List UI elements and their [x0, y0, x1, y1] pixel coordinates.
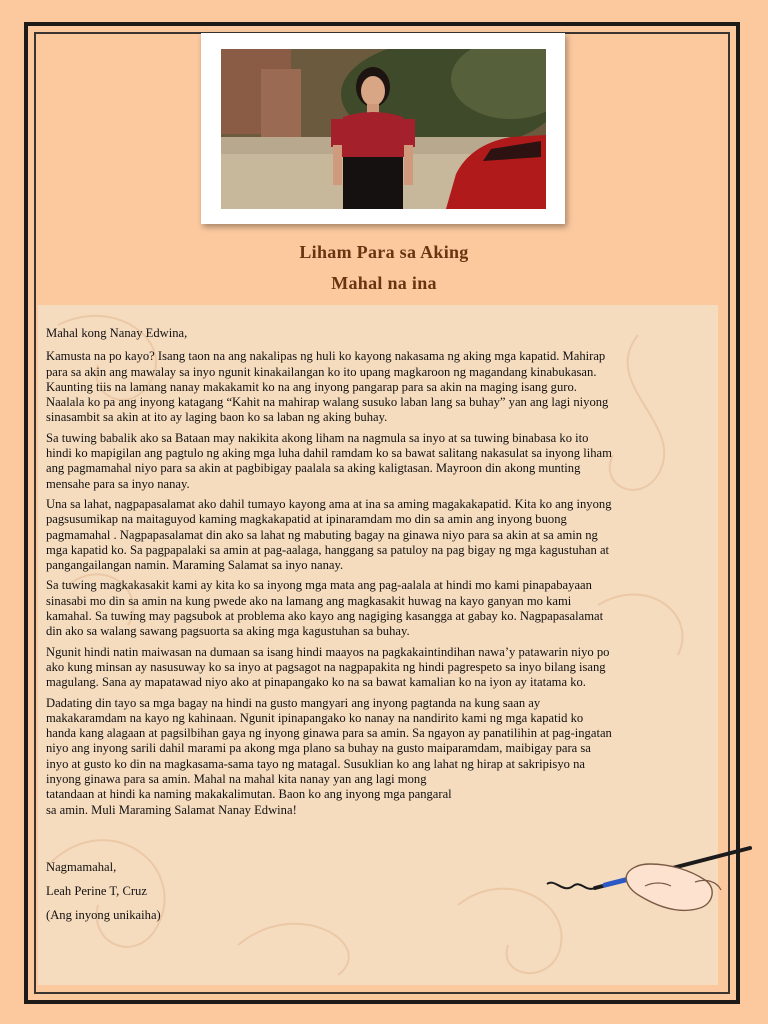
paragraph-line: sinasambit sa akin at ito ay laging baon ko sa laban ng aking buhay. [46, 410, 388, 425]
paragraph-line: mensahe para sa inyo nanay. [46, 476, 190, 491]
letter-paragraph-6 [46, 696, 726, 818]
paragraph-line: sa amin. Muli Maraming Salamat Nanay Edwina! [46, 802, 297, 817]
paragraph-line: sinasabi mo din sa amin na kung pwede ako na lamang ang magkasakit huwag na kayo ganyan mo kami [46, 593, 572, 608]
paragraph-line: pagsusumikap na maitaguyod kaming magkakapatid at ipinaramdam mo din sa amin ang inyong buong [46, 512, 567, 527]
paragraph-line: tatandaan at hindi ka naming makakalimutan. Baon ko ang inyong mga pangaral [46, 787, 452, 802]
paragraph-line: din ako sa walang sawang pagsuorta sa aking mga kagustuhan sa buhay. [46, 624, 410, 639]
letter-salutation: Mahal kong Nanay Edwina, [46, 326, 188, 340]
paragraph-line: Una sa lahat, nagpapasalamat ako dahil tumayo kayong ama at ina sa aming magakakapatid. Kita ko ang inyong [46, 496, 612, 511]
paragraph-line: ang pagmamahal niyo para sa akin at pagbibigay paalala sa aking kaligtasan. Mayroon din akong munting [46, 461, 581, 476]
paragraph-line: niyo ang inyong sarili dahil marami pa akong mga plano sa buhay na gusto maiparamdam, maibigay para sa [46, 741, 591, 756]
letter-title-line-2: Mahal na ina [331, 273, 437, 293]
paragraph-line: Kamusta na po kayo? Isang taon na ang nakalipas ng huli ko kayong nakasama ng aking mga kapatid. Mahirap [46, 349, 606, 364]
paragraph-line: kamahal. Sa tuwing may pagsubok at problema ako kayo ang nagiging kasangga at gabay ko. Nagpapasalamat [46, 609, 604, 624]
hand-holding-pen-icon [545, 842, 755, 927]
paragraph-line: Sa tuwing magkakasakit kami ay kita ko sa inyong mga mata ang pag-aalala at hindi mo kami pinapabayaan [46, 578, 592, 593]
paragraph-line: Sa tuwing babalik ako sa Bataan may nakikita akong liham na nagmula sa inyo at sa tuwing binabasa ko ito [46, 430, 589, 445]
paragraph-line: hindi ko mapigilan ang pagtulo ng aking mga luha dahil ramdam ko sa bawat salitang nakasulat sa inyong liham [46, 446, 612, 461]
paragraph-line: inyong ginawa para sa amin. Mahal na mahal kita nanay yan ang lagi mong [46, 772, 427, 787]
letter-body [46, 326, 726, 823]
letter-closing: Nagmamahal, [46, 860, 117, 874]
paragraph-line: Ngunit hindi natin maiwasan na dumaan sa isang hindi maayos na pagkakaintindihan nawa’y patawarin niyo po [46, 644, 610, 659]
paragraph-line: magulang. Sana ay mapatawad niyo ako at pinapangako ko na sa bawat kamalian ko na iyon ay itatama ko. [46, 675, 586, 690]
paragraph-line: ako kung minsan ay nasusuway ko sa inyo at pagsagot na nagpapakita ng hindi pagrespeto sa inyo bilang isang [46, 659, 606, 674]
paragraph-line: Naalala ko pa ang inyong katagang “Kahit na mahirap walang susuko laban lang sa buhay” yan ang lagi niyong [46, 395, 609, 410]
mother-photo [221, 49, 546, 209]
paragraph-line: Dadating din tayo sa mga bagay na hindi na gusto mangyari ang inyong pagtanda na kung saan ay [46, 695, 541, 710]
letter-paragraph-1 [46, 349, 726, 425]
letter-paragraph-4 [46, 578, 726, 639]
paragraph-line: handa kang alagaan at pagsilbihan gaya ng inyong ginawa para sa amin. Sa ngayon ay panatilihin at pag-ingatan [46, 726, 612, 741]
photo-illustration [221, 49, 546, 209]
paragraph-line: pangangailangan namin. Maraming Salamat sa inyo nanay. [46, 558, 344, 573]
letter-paragraph-5 [46, 645, 726, 691]
paragraph-line: makakaramdam na kayo ng kahinaan. Ngunit ipinapangako ko nanay na nandirito kami ng mga kapatid ko [46, 710, 584, 725]
letter-paragraph-2 [46, 431, 726, 492]
paragraph-line: para sa akin ang mawalay sa inyo ngunit kinakailangan ko ito upang magkaroon ng magandang kinabukasan. [46, 364, 597, 379]
paragraph-line: mga kapatid ko. Sa pagpapalaki sa amin at pag-aalaga, hanggang sa patuloy na pag bigay ng mga kagustuhan at [46, 542, 610, 557]
letter-signature: Leah Perine T, Cruz [46, 884, 147, 898]
letter-title-line-1: Liham Para sa Aking [299, 242, 469, 262]
paragraph-line: Kaunting tiis na lamang nanay makakamit ko na ang inyong pangarap para sa akin na maging isang guro. [46, 379, 577, 394]
letter-paragraph-3 [46, 497, 726, 573]
photo-frame [201, 33, 565, 224]
paragraph-line: pagmamahal . Nagpapasalamat din ako sa lahat ng mabuting bagay na ginawa niyo para sa akin at sa amin ng [46, 527, 598, 542]
letter-relation: (Ang inyong unikaiha) [46, 908, 161, 922]
paragraph-line: inyo at gusto ko din na magkasama-sama tayo ng matagal. Susuklian ko ang lahat ng hirap at sakripisyo na [46, 756, 585, 771]
